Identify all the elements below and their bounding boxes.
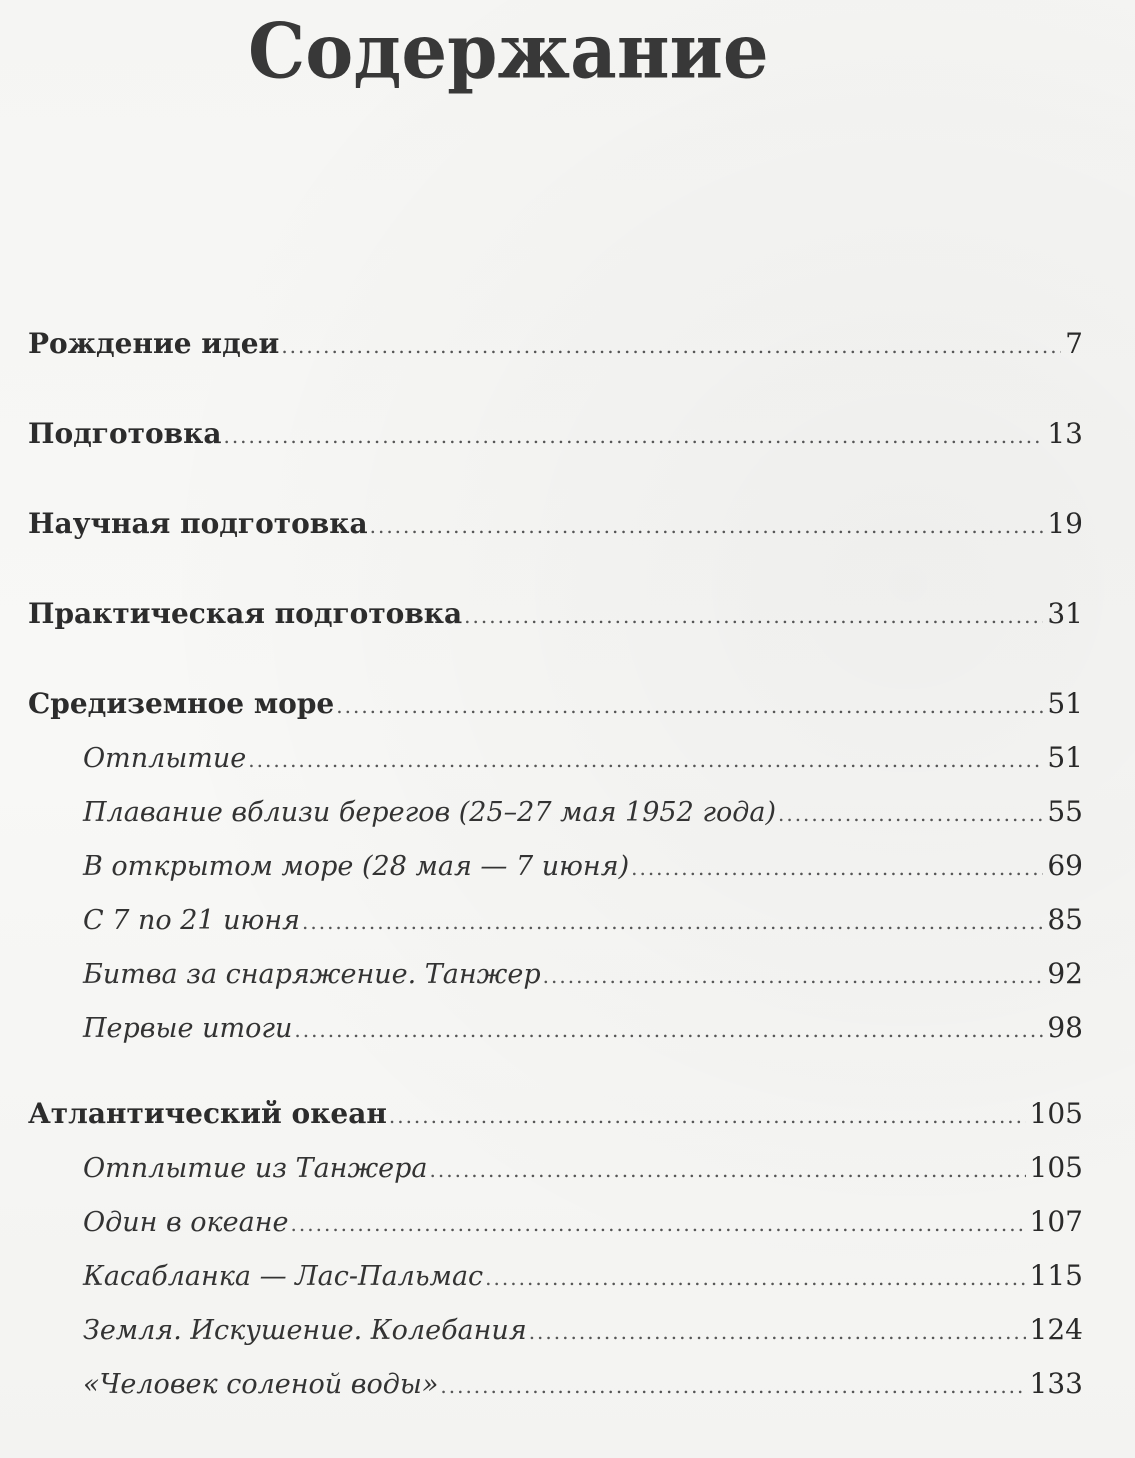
dot-leader	[281, 320, 1061, 372]
dot-leader	[302, 896, 1043, 948]
toc-page-number: 92	[1047, 957, 1083, 990]
toc-page-number: 115	[1029, 1259, 1083, 1292]
toc-entry-label: Битва за снаряжение. Танжер	[83, 959, 541, 990]
toc-page-number: 124	[1029, 1313, 1083, 1346]
toc-section-entry[interactable]	[28, 1002, 1083, 1054]
dot-leader	[430, 1144, 1026, 1196]
table-of-contents	[28, 318, 1083, 1410]
dot-leader	[529, 1306, 1026, 1358]
dot-leader	[543, 950, 1044, 1002]
toc-section-entry[interactable]	[28, 948, 1083, 1000]
toc-entry-label: Отплытие	[83, 743, 247, 774]
toc-entry-label: В открытом море (28 мая — 7 июня)	[83, 851, 630, 882]
toc-chapter-entry[interactable]	[28, 678, 1083, 730]
toc-entry-label: Первые итоги	[83, 1013, 293, 1044]
toc-page-number: 69	[1047, 849, 1083, 882]
toc-page-number: 13	[1047, 417, 1083, 450]
page-title: Содержание	[248, 6, 769, 96]
toc-section-entry[interactable]	[28, 1196, 1083, 1248]
toc-section-entry[interactable]	[28, 840, 1083, 892]
toc-section-entry[interactable]	[28, 1142, 1083, 1194]
toc-page-number: 31	[1047, 597, 1083, 630]
dot-leader	[248, 734, 1043, 786]
toc-page-number: 107	[1029, 1205, 1083, 1238]
toc-entry-label: Подготовка	[28, 417, 222, 450]
dot-leader	[440, 1360, 1025, 1412]
toc-section-entry[interactable]	[28, 1250, 1083, 1302]
toc-page-number: 105	[1029, 1097, 1083, 1130]
dot-leader	[223, 410, 1043, 462]
toc-entry-label: Практическая подготовка	[28, 597, 463, 630]
toc-entry-label: Касабланка — Лас-Пальмас	[83, 1261, 484, 1292]
toc-entry-label: Рождение идеи	[28, 327, 280, 360]
dot-leader	[485, 1252, 1025, 1304]
toc-section-entry[interactable]	[28, 1304, 1083, 1356]
toc-entry-label: Атлантический океан	[28, 1097, 387, 1130]
toc-chapter-entry[interactable]	[28, 1088, 1083, 1140]
toc-page-number: 98	[1047, 1011, 1083, 1044]
toc-chapter-entry[interactable]	[28, 498, 1083, 550]
toc-page-number: 19	[1047, 507, 1083, 540]
toc-section-entry[interactable]	[28, 786, 1083, 838]
toc-entry-label: Земля. Искушение. Колебания	[83, 1315, 527, 1346]
dot-leader	[370, 500, 1044, 552]
toc-section-entry[interactable]	[28, 732, 1083, 784]
toc-entry-label: Отплытие из Танжера	[83, 1153, 428, 1184]
toc-page-number: 51	[1047, 741, 1083, 774]
dot-leader	[294, 1004, 1043, 1056]
toc-chapter-entry[interactable]	[28, 588, 1083, 640]
toc-entry-label: Научная подготовка	[28, 507, 368, 540]
toc-page-number: 7	[1065, 327, 1083, 360]
dot-leader	[778, 788, 1043, 840]
toc-entry-label: Средиземное море	[28, 687, 335, 720]
toc-page-number: 51	[1047, 687, 1083, 720]
toc-section-entry[interactable]	[28, 894, 1083, 946]
dot-leader	[464, 590, 1043, 642]
toc-page-number: 133	[1029, 1367, 1083, 1400]
toc-chapter-entry[interactable]	[28, 318, 1083, 370]
toc-section-entry[interactable]	[28, 1358, 1083, 1410]
toc-chapter-entry[interactable]	[28, 408, 1083, 460]
toc-entry-label: «Человек соленой воды»	[83, 1369, 439, 1400]
dot-leader	[336, 680, 1043, 732]
dot-leader	[389, 1090, 1026, 1142]
toc-page-number: 55	[1047, 795, 1083, 828]
toc-entry-label: С 7 по 21 июня	[83, 905, 300, 936]
dot-leader	[291, 1198, 1026, 1250]
toc-page-number: 105	[1029, 1151, 1083, 1184]
dot-leader	[631, 842, 1043, 894]
toc-page-number: 85	[1047, 903, 1083, 936]
toc-entry-label: Плавание вблизи берегов (25–27 мая 1952 года)	[83, 797, 776, 828]
toc-entry-label: Один в океане	[83, 1207, 289, 1238]
